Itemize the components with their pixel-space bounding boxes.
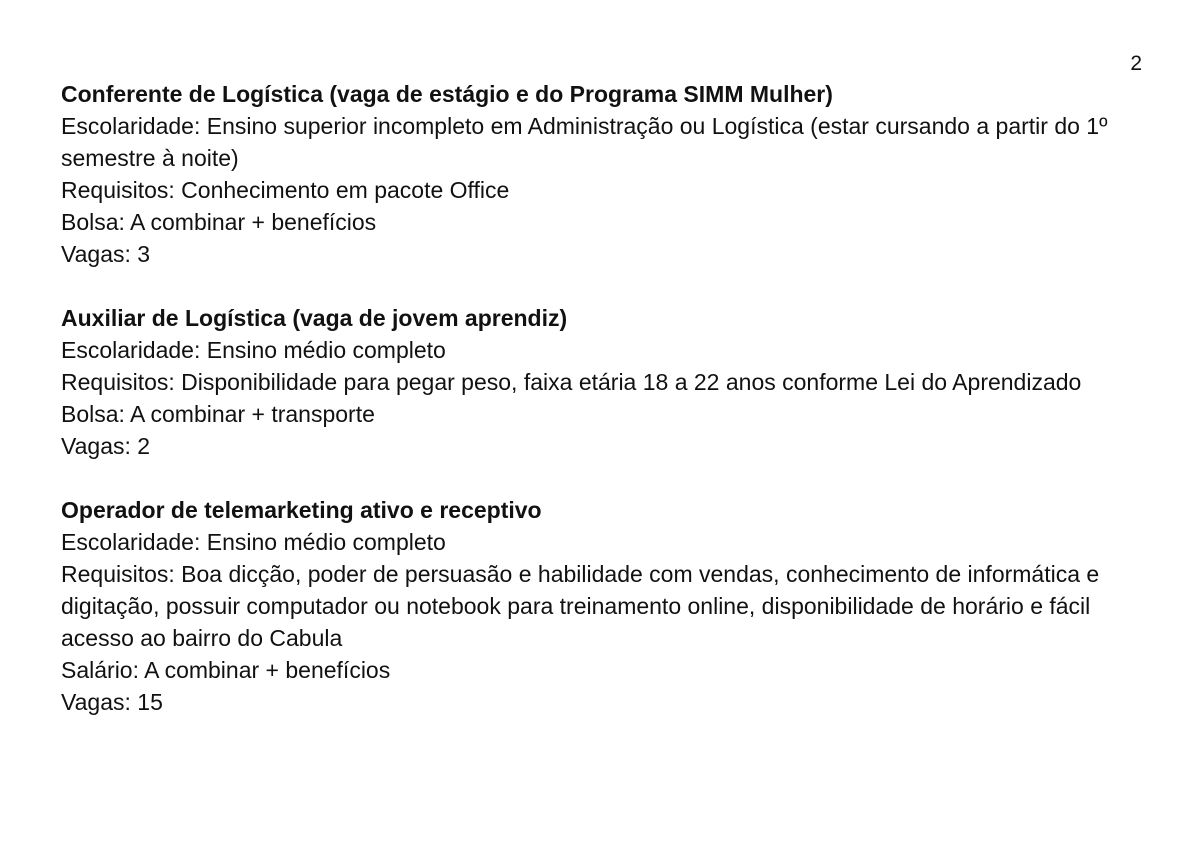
job-remuneracao: Bolsa: A combinar + benefícios [61,209,377,235]
job-escolaridade: Escolaridade: Ensino médio completo [61,337,446,363]
job-escolaridade: Escolaridade: Ensino médio completo [61,529,446,555]
job-listing-operador-telemarketing [61,494,1146,718]
job-requisitos: Requisitos: Conhecimento em pacote Office [61,177,510,203]
page-number: 2 [1130,52,1142,75]
job-vagas: Vagas: 15 [61,689,163,715]
job-requisitos: Requisitos: Boa dicção, poder de persuasão e habilidade com vendas, conhecimento de informática e digitação, possuir computador ou notebook para treinamento online, disponibilidade de horário e fácil acesso ao bairro do Cabula [61,561,1100,651]
job-remuneracao: Bolsa: A combinar + transporte [61,401,375,427]
job-listing-auxiliar-logistica [61,302,1146,462]
job-remuneracao: Salário: A combinar + benefícios [61,657,391,683]
job-listings [61,78,1146,750]
job-vagas: Vagas: 3 [61,241,151,267]
job-listing-conferente-logistica [61,78,1146,270]
job-title: Operador de telemarketing ativo e receptivo [61,497,542,523]
job-escolaridade: Escolaridade: Ensino superior incompleto em Administração ou Logística (estar cursando a partir do 1º semestre à noite) [61,113,1108,171]
job-vagas: Vagas: 2 [61,433,151,459]
job-title: Conferente de Logística (vaga de estágio e do Programa SIMM Mulher) [61,81,833,107]
job-title: Auxiliar de Logística (vaga de jovem aprendiz) [61,305,568,331]
job-requisitos: Requisitos: Disponibilidade para pegar peso, faixa etária 18 a 22 anos conforme Lei do Aprendizado [61,369,1082,395]
